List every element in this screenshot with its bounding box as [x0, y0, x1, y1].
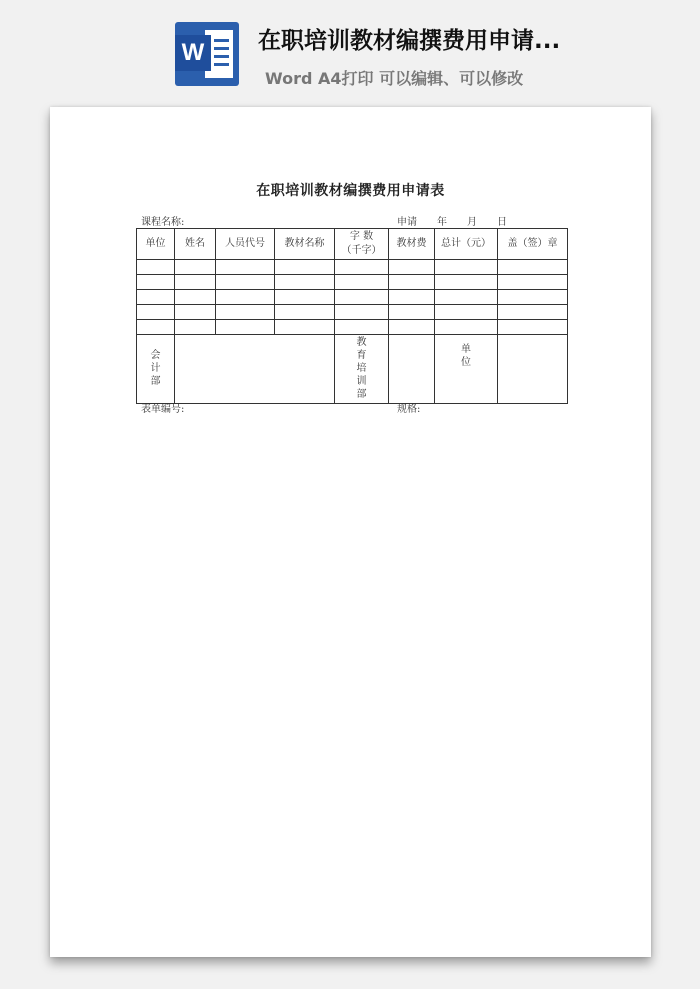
header — [0, 0, 700, 105]
word-icon — [175, 22, 239, 86]
expense-table — [136, 228, 567, 404]
document-subtitle: Word A4打印 可以编辑、可以修改 — [265, 69, 524, 88]
form-number-label: 表单编号: — [141, 404, 185, 415]
table-row — [137, 320, 568, 335]
unit-label: 单位 — [435, 335, 498, 404]
accounting-sign-area — [175, 335, 335, 404]
column-header-material-name: 教材名称 — [275, 229, 335, 260]
table-row — [137, 275, 568, 290]
signature-row — [137, 335, 568, 404]
document-title: 在职培训教材编撰费用申请... — [258, 28, 561, 54]
table-header-row — [137, 229, 568, 260]
column-header-total: 总计（元） — [435, 229, 498, 260]
table-row — [137, 305, 568, 320]
accounting-dept-label: 会计部 — [137, 335, 175, 404]
apply-date-label: 申请 年 月 日 — [397, 217, 507, 228]
training-dept-label: 教育培训部 — [335, 335, 389, 404]
column-header-name: 姓名 — [175, 229, 216, 260]
unit-sign-area — [498, 335, 568, 404]
column-header-unit: 单位 — [137, 229, 175, 260]
spec-label: 规格: — [397, 404, 421, 415]
column-header-seal: 盖（签）章 — [498, 229, 568, 260]
table-row — [137, 260, 568, 275]
training-sign-area — [389, 335, 435, 404]
column-header-staff-code: 人员代号 — [216, 229, 275, 260]
form-title: 在职培训教材编撰费用申请表 — [256, 183, 445, 199]
document-page — [50, 107, 651, 957]
column-header-word-count: 字 数 （千字） — [335, 229, 389, 260]
word-icon-letter: W — [175, 35, 211, 71]
table-row — [137, 290, 568, 305]
column-header-material-fee: 教材费 — [389, 229, 435, 260]
course-name-label: 课程名称: — [141, 217, 185, 228]
